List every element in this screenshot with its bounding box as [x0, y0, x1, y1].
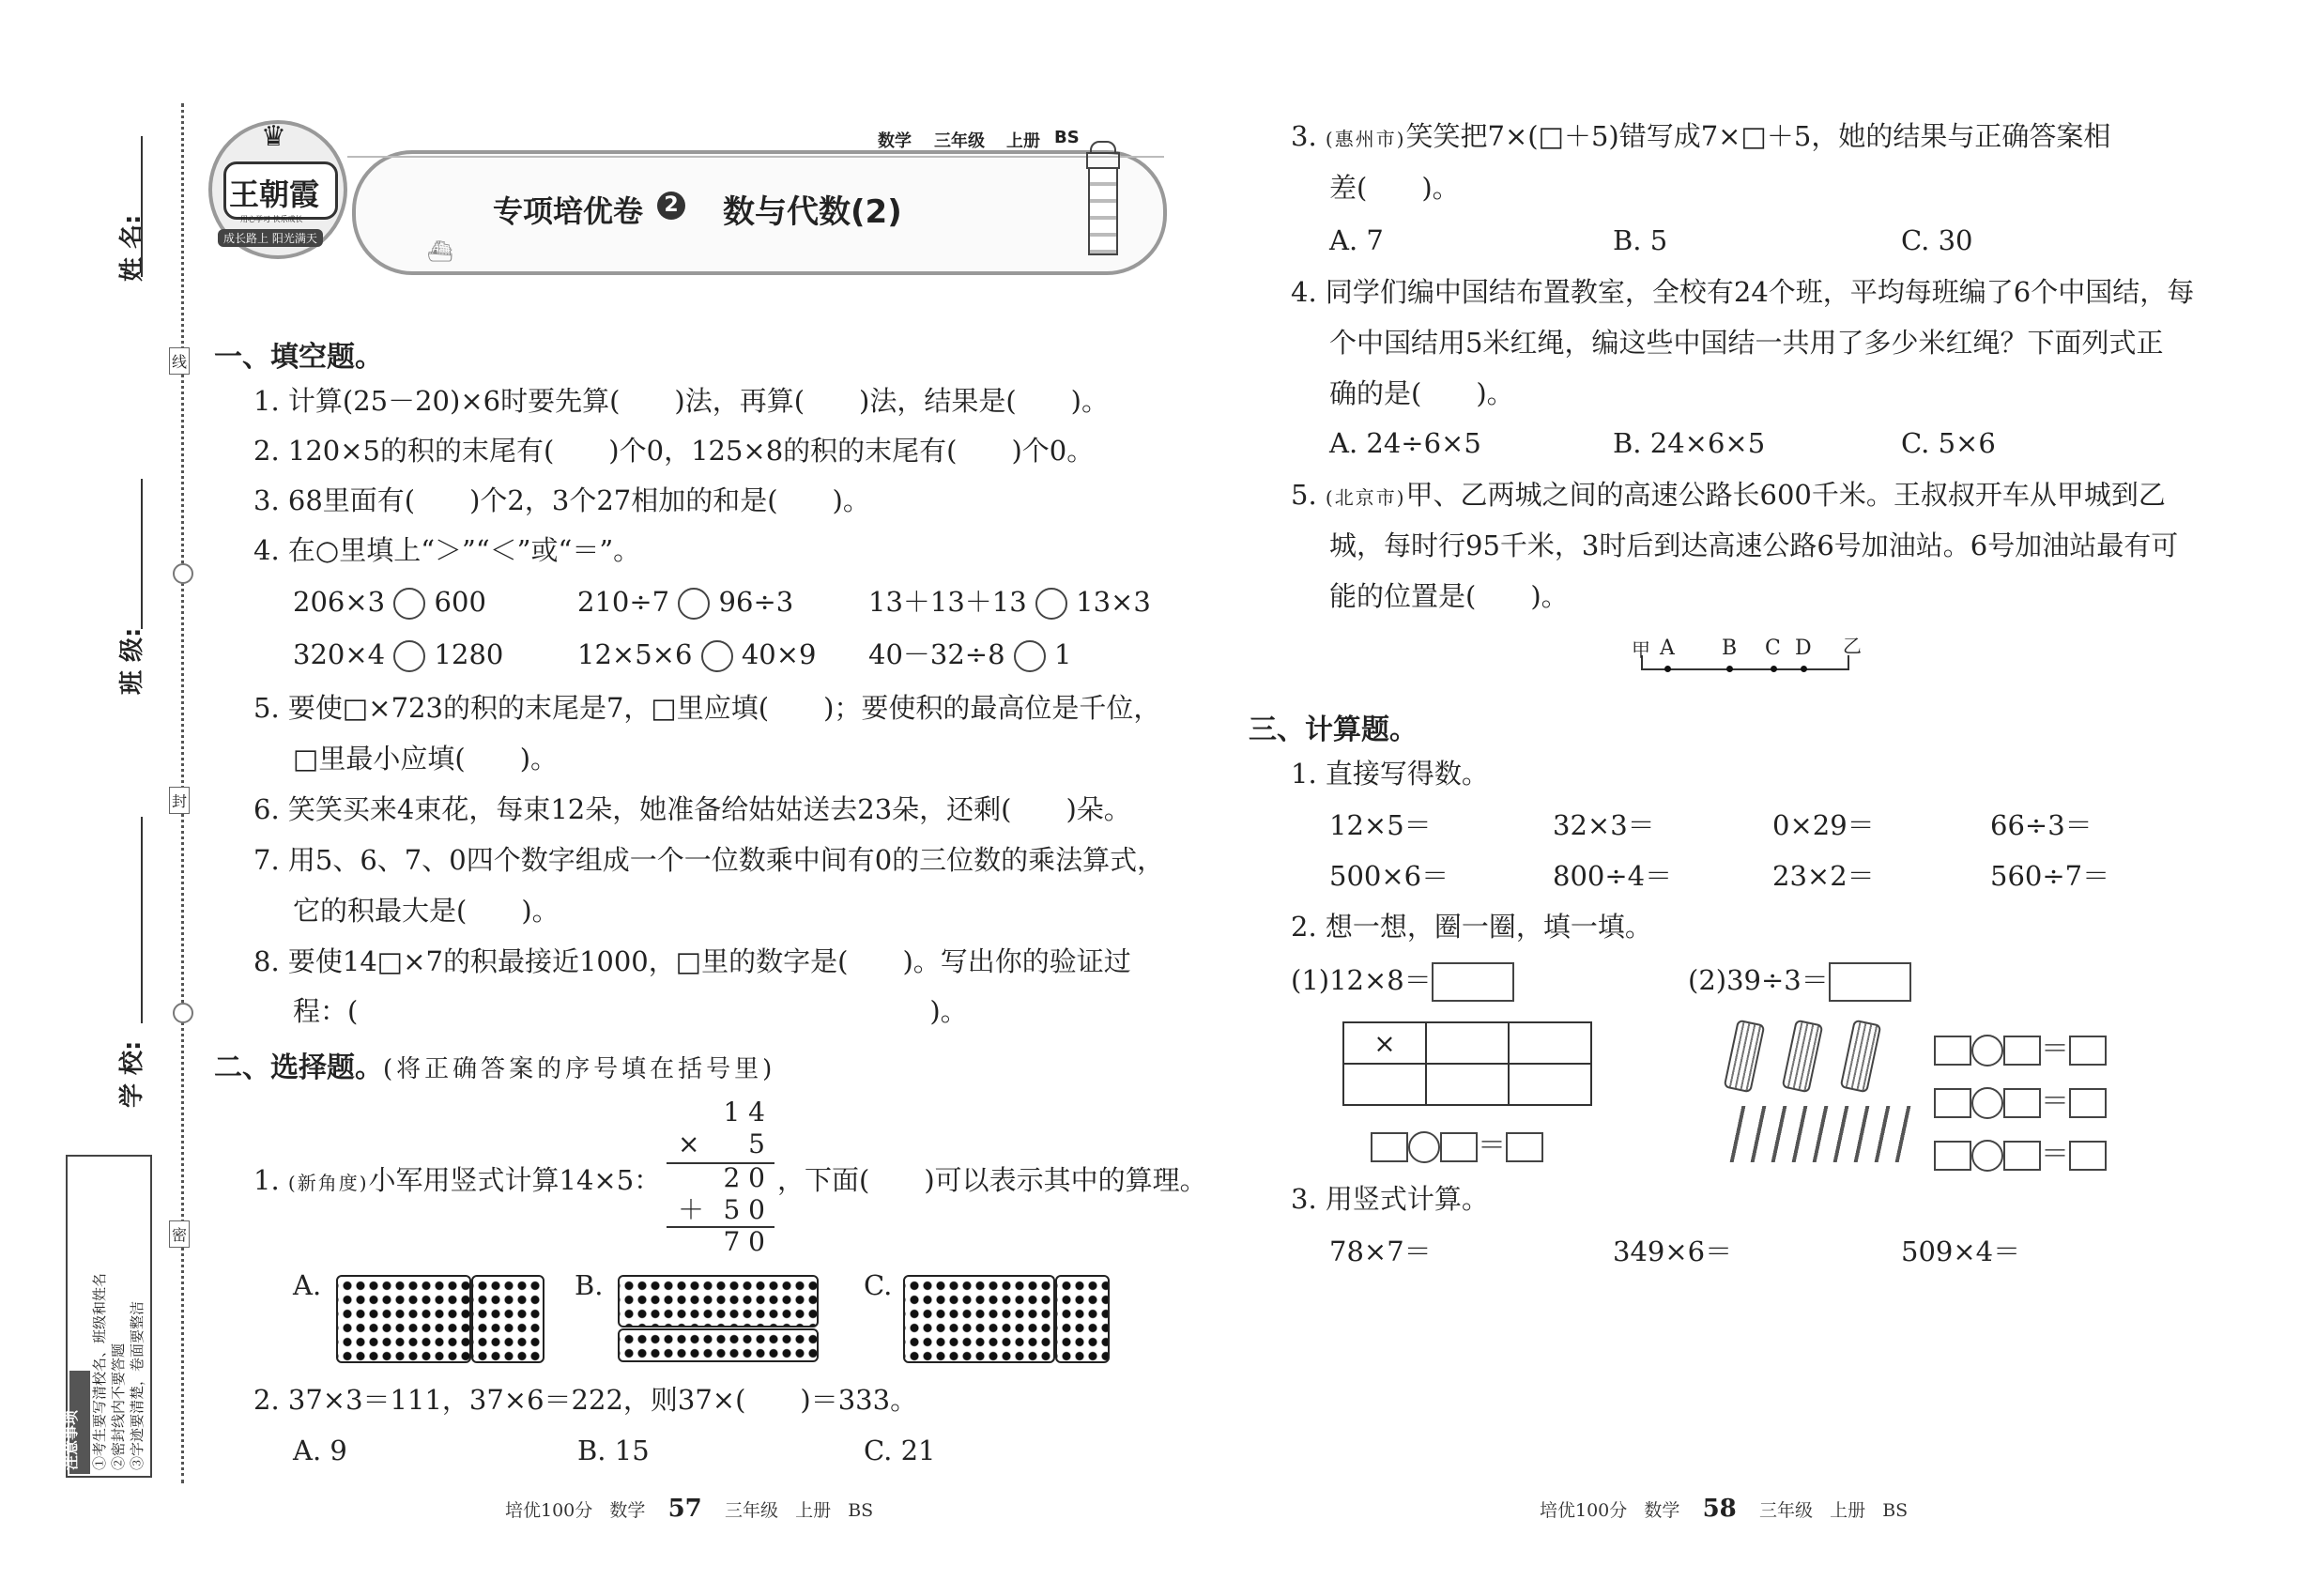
point-b-label: B: [1722, 637, 1738, 660]
answer-box[interactable]: [1829, 962, 1911, 1002]
cut-mark-2: 封: [169, 787, 190, 814]
compare-circle[interactable]: [393, 640, 425, 672]
compare-item: 320×4 1280: [293, 638, 504, 670]
cut-mark-1: 线: [169, 347, 190, 375]
binding-hole-icon: [173, 1003, 193, 1023]
option-b[interactable]: B. 24×6×5: [1613, 427, 1766, 459]
choice-q2: 2. 37×3＝111，37×6＝222，则37×( )＝333。: [253, 1384, 918, 1416]
dot-array-a2: [471, 1275, 544, 1363]
class-field[interactable]: [141, 479, 143, 629]
stick-bundle-icon: [1724, 1020, 1766, 1094]
page-title: 数与代数(2): [723, 193, 902, 231]
point-d: [1801, 666, 1807, 672]
point-b: [1726, 666, 1733, 672]
vertical-calc-item: 509×4＝: [1901, 1235, 2021, 1267]
highway-diagram: [1632, 635, 1862, 682]
dot-array-b1: [618, 1275, 819, 1327]
oral-calc: 66÷3＝: [1990, 809, 2093, 841]
oral-calc: 32×3＝: [1553, 809, 1655, 841]
option-a[interactable]: A.: [293, 1269, 322, 1301]
option-c[interactable]: C.: [864, 1269, 893, 1301]
footer-left: 培优100分 数学 57 三年级 上册 BS: [505, 1495, 874, 1523]
oral-calc: 0×29＝: [1772, 809, 1875, 841]
oral-calc: 800÷4＝: [1553, 860, 1673, 892]
brand-name: 王朝霞: [229, 176, 320, 212]
fill-q4: 4. 在○里填上“＞”“＜”或“＝”。: [253, 534, 641, 566]
lighthouse-icon: [1084, 141, 1118, 253]
choice-q4: 4. 同学们编中国结布置教室，全校有24个班，平均每班编了6个中国结，每: [1291, 276, 2195, 308]
name-field[interactable]: [141, 136, 143, 277]
compare-item: 13＋13＋13 13×3: [868, 586, 1151, 618]
choice-q5: 5. (北京市)甲、乙两城之间的高速公路长600千米。王叔叔开车从甲城到乙: [1291, 479, 2166, 511]
fill-q5-cont: □里最小应填( )。: [293, 743, 559, 775]
section-title-fill: 一、填空题。: [214, 341, 383, 374]
division-equations: ＝ ＝ ＝: [1934, 1023, 2107, 1181]
section-title-calc: 三、计算题。: [1249, 714, 1418, 746]
choice-q3: 3. (惠州市)笑笑把7×(□＋5)错写成7×□＋5，她的结果与正确答案相: [1291, 120, 2111, 152]
option-a[interactable]: A. 24÷6×5: [1329, 427, 1481, 459]
option-a[interactable]: A. 7: [1329, 224, 1384, 256]
option-c[interactable]: C. 30: [1901, 224, 1973, 256]
source-tag: (北京市): [1325, 486, 1406, 509]
fill-q8-cont: 程：( )。: [293, 995, 968, 1027]
choice-q4-cont: 个中国结用5米红绳，编这些中国结一共用了多少米红绳？下面列式正: [1329, 327, 2164, 359]
class-label: 班 级:: [118, 627, 146, 695]
volume-tag: 上册: [1006, 131, 1040, 151]
answer-box[interactable]: [1432, 962, 1514, 1002]
point-a: [1664, 666, 1671, 672]
compare-circle[interactable]: [1014, 640, 1046, 672]
oral-calc: 560÷7＝: [1990, 860, 2110, 892]
source-tag: (惠州市): [1325, 128, 1406, 150]
notice-item: ①考生要写清校名、班级和姓名: [91, 1272, 108, 1470]
subject-tag: 数学: [878, 131, 912, 151]
title-number-badge: 2: [657, 192, 685, 220]
grade-tag: 三年级: [934, 131, 985, 151]
choice-q5-cont: 城，每时行95千米，3时后到达高速公路6号加油站。6号加油站最有可: [1329, 529, 2179, 561]
start-label: 甲: [1632, 638, 1650, 661]
option-b[interactable]: B.: [575, 1269, 604, 1301]
fill-q7-cont: 它的积最大是( )。: [293, 895, 560, 927]
school-label: 学 校:: [118, 1040, 146, 1108]
stick-bundles: [1723, 1021, 1901, 1097]
option-c[interactable]: C. 21: [864, 1435, 936, 1466]
dot-array-b2: [618, 1328, 819, 1362]
vertical-calc-item: 349×6＝: [1613, 1235, 1733, 1267]
compare-circle[interactable]: [1035, 588, 1067, 620]
vertical-calc-item: 78×7＝: [1329, 1235, 1432, 1267]
notice-item: ②密封线内不要答题: [110, 1343, 127, 1470]
fill-q1: 1. 计算(25－20)×6时要先算( )法，再算( )法，结果是( )。: [253, 385, 1109, 417]
fill-q7: 7. 用5、6、7、0四个数字组成一个一位数乘中间有0的三位数的乘法算式，: [253, 844, 1165, 876]
compare-item: 40－32÷8 1: [868, 638, 1072, 670]
dot-array-c1: [903, 1275, 1055, 1363]
crown-icon: ♛: [261, 120, 286, 153]
notice-title: 注意事项: [62, 1409, 80, 1470]
compare-item: 12×5×6 40×9: [577, 638, 817, 670]
fill-q5: 5. 要使□×723的积的末尾是7，□里应填( )；要使积的最高位是千位，: [253, 692, 1161, 724]
binding-hole-icon: [173, 563, 193, 584]
calc-q2: 2. 想一想，圈一圈，填一填。: [1291, 911, 1652, 943]
brand-logo: [208, 120, 347, 259]
title-prefix: 专项培优卷: [493, 193, 644, 229]
fill-q8: 8. 要使14□×7的积最接近1000，□里的数字是( )。写出你的验证过: [253, 945, 1131, 977]
equation-boxes: ＝: [1371, 1122, 1543, 1163]
dot-array-c2: [1055, 1275, 1110, 1363]
option-b[interactable]: B. 5: [1613, 224, 1668, 256]
oral-calc: 500×6＝: [1329, 860, 1449, 892]
stick-bundle-icon: [1782, 1020, 1824, 1094]
notice-item: ③字迹要清楚，卷面要整洁: [129, 1300, 146, 1470]
section-hint: (将正确答案的序号填在括号里): [383, 1055, 776, 1083]
cut-mark-3: 密: [169, 1220, 190, 1248]
compare-circle[interactable]: [393, 588, 425, 620]
point-d-label: D: [1795, 637, 1812, 660]
option-c[interactable]: C. 5×6: [1901, 427, 1996, 459]
compare-circle[interactable]: [701, 640, 733, 672]
option-a[interactable]: A. 9: [293, 1435, 347, 1466]
grid-op: ×: [1343, 1022, 1426, 1064]
point-a-label: A: [1660, 637, 1675, 660]
choice-q4-cont2: 确的是( )。: [1329, 377, 1514, 409]
page-number: 57: [667, 1495, 702, 1523]
notice-box: [62, 1155, 152, 1478]
calc-q3: 3. 用竖式计算。: [1291, 1183, 1489, 1215]
array-grid: [1342, 1021, 1592, 1106]
choice-q3-cont: 差( )。: [1329, 172, 1460, 204]
end-label: 乙: [1843, 635, 1862, 657]
choice-q1: 1. (新角度)小军用竖式计算14×5：: [253, 1164, 662, 1196]
compare-item: 206×3 600: [293, 586, 486, 618]
fill-q6: 6. 笑笑买来4束花，每束12朵，她准备给姑姑送去23朵，还剩( )朵。: [253, 793, 1131, 825]
edition-tag: BS: [1054, 128, 1080, 147]
loose-sticks: [1717, 1106, 1917, 1162]
option-b[interactable]: B. 15: [577, 1435, 650, 1466]
point-c-label: C: [1765, 637, 1781, 660]
school-field[interactable]: [141, 817, 143, 1023]
brand-slogan-ribbon: 成长路上 阳光满天: [218, 229, 323, 247]
fill-q2: 2. 120×5的积的末尾有( )个0，125×8的积的末尾有( )个0。: [253, 435, 1095, 467]
calc-q1: 1. 直接写得数。: [1291, 758, 1489, 790]
dot-array-a1: [336, 1275, 471, 1363]
choice-q1-cont: ，下面( )可以表示其中的算理。: [777, 1164, 1207, 1196]
calc-q2-part2: (2)39÷3＝: [1688, 955, 1911, 1005]
fill-q3: 3. 68里面有( )个2，3个27相加的和是( )。: [253, 484, 870, 516]
point-c: [1771, 666, 1777, 672]
brand-slogan: 用心学习 快乐成长: [240, 215, 303, 223]
page-number: 58: [1702, 1495, 1737, 1523]
oral-calc: 12×5＝: [1329, 809, 1432, 841]
section-title-choice: 二、选择题。(将正确答案的序号填在括号里): [214, 1051, 776, 1084]
oral-calc: 23×2＝: [1772, 860, 1875, 892]
compare-item: 210÷7 96÷3: [577, 586, 794, 618]
compare-circle[interactable]: [678, 588, 710, 620]
choice-q5-cont2: 能的位置是( )。: [1329, 580, 1569, 612]
source-tag: (新角度): [287, 1172, 369, 1194]
stick-bundle-icon: [1840, 1020, 1882, 1094]
name-label: 姓 名:: [118, 214, 146, 282]
vertical-calc: 1 4 × 5 2 0 ＋ 5 0 7 0: [657, 1097, 774, 1256]
calc-q2-part1: (1)12×8＝: [1291, 955, 1514, 1005]
boat-icon: ⛴: [427, 240, 453, 264]
footer-right: 培优100分 数学 58 三年级 上册 BS: [1540, 1495, 1909, 1523]
